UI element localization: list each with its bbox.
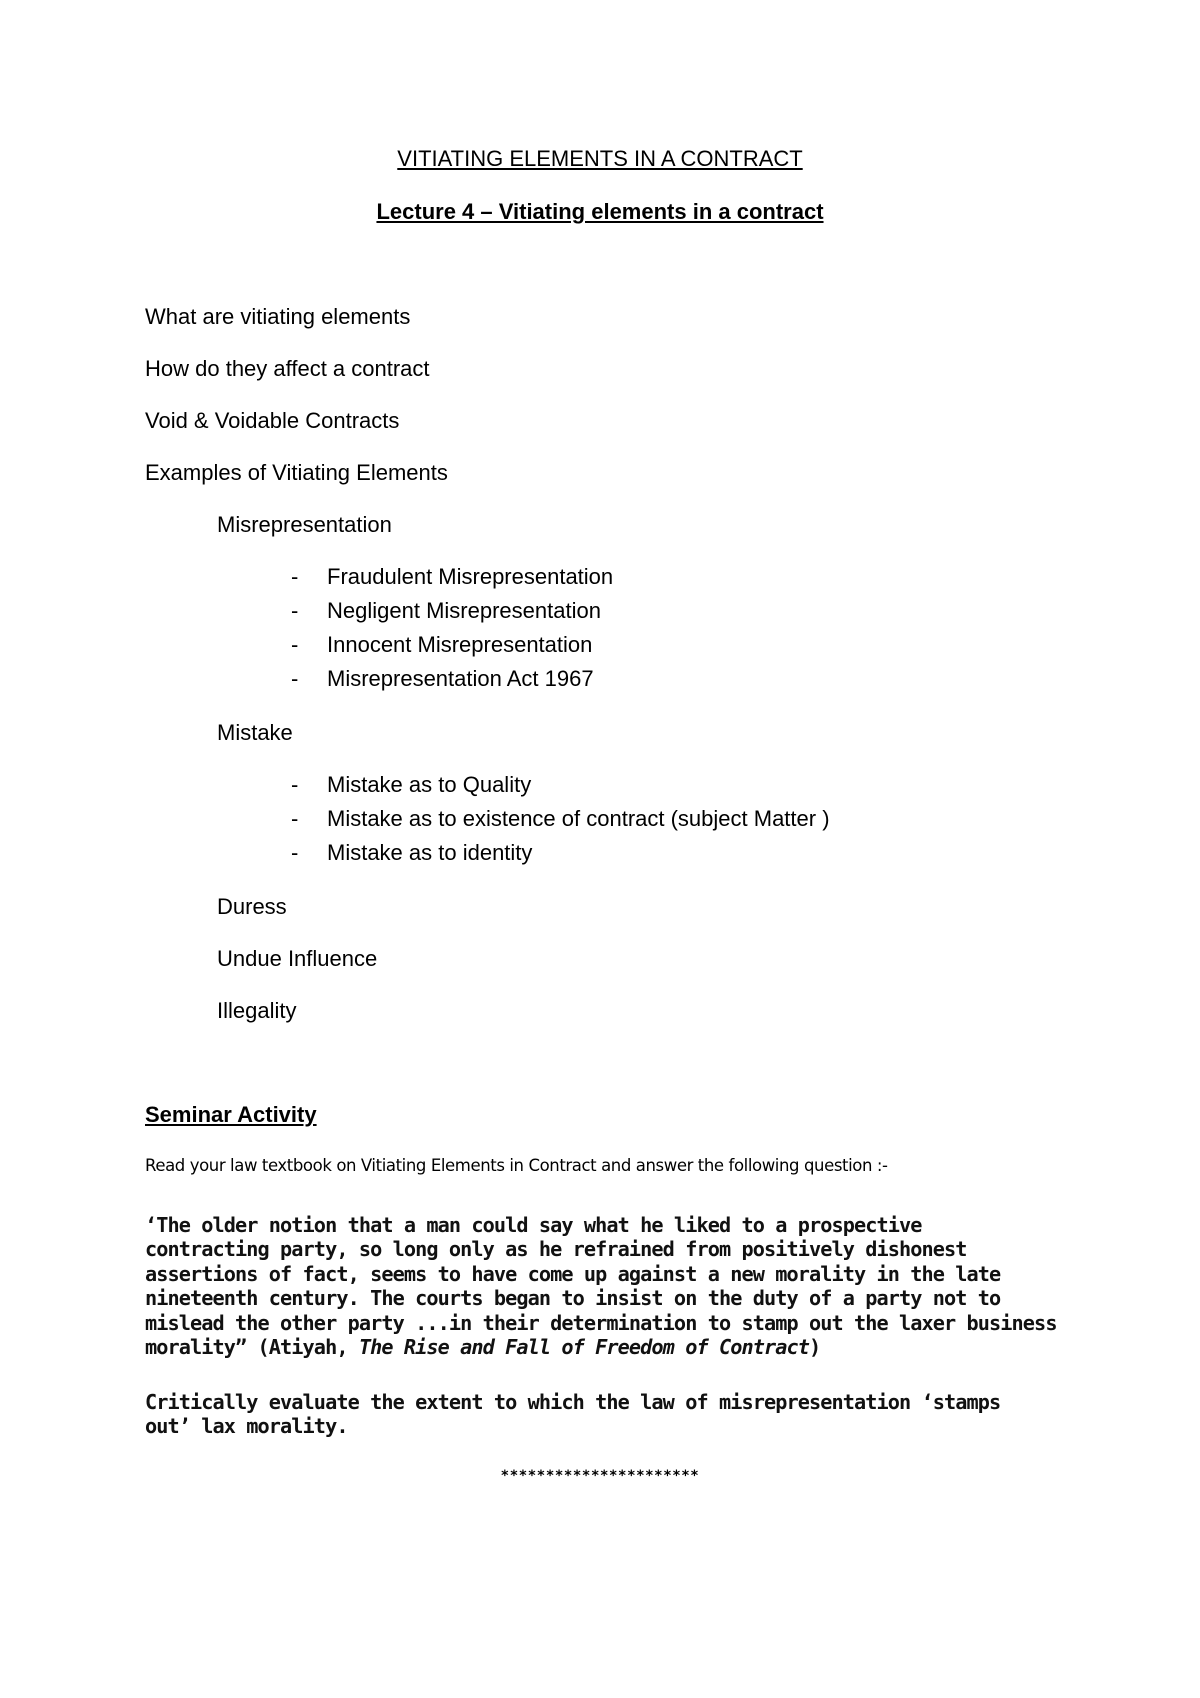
question-line: Critically evaluate the extent to which the law of misrepresentation ‘stamps [145, 1390, 1001, 1414]
list-dash: - [291, 840, 299, 865]
misrepresentation-item: Fraudulent Misrepresentation [327, 564, 614, 589]
quote-line [145, 1335, 1065, 1359]
seminar-question [145, 1390, 1065, 1439]
mistake-item: Mistake as to existence of contract (subject Matter ) [327, 806, 830, 831]
topic-item: Void & Voidable Contracts [145, 408, 400, 433]
vitiating-element: Illegality [217, 998, 297, 1023]
quote-line: mislead the other party ...in their determination to stamp out the laxer business [145, 1310, 1057, 1335]
lecture-subtitle: Lecture 4 – Vitiating elements in a contract [376, 199, 824, 224]
vitiating-element: Undue Influence [217, 946, 378, 971]
seminar-instruction: Read your law textbook on Vitiating Elements in Contract and answer the following question :- [145, 1156, 888, 1175]
mistake-heading: Mistake [217, 720, 293, 745]
topic-item: What are vitiating elements [145, 304, 411, 329]
list-dash: - [291, 772, 299, 797]
topic-item: Examples of Vitiating Elements [145, 460, 448, 485]
vitiating-element: Duress [217, 894, 287, 919]
list-dash: - [291, 632, 299, 657]
misrepresentation-item: Innocent Misrepresentation [327, 632, 593, 657]
quote-line: assertions of fact, seems to have come up against a new morality in the late [145, 1261, 1001, 1286]
misrepresentation-heading: Misrepresentation [217, 512, 392, 537]
topic-item: How do they affect a contract [145, 356, 430, 381]
list-dash: - [291, 598, 299, 623]
quote-line: contracting party, so long only as he refrained from positively dishonest [145, 1237, 967, 1262]
list-dash: - [291, 564, 299, 589]
mistake-item: Mistake as to identity [327, 840, 533, 865]
quote-line: ‘The older notion that a man could say what he liked to a prospective [145, 1213, 922, 1237]
list-dash: - [291, 666, 299, 691]
mistake-item: Mistake as to Quality [327, 772, 532, 797]
misrepresentation-item: Negligent Misrepresentation [327, 598, 601, 623]
document-title: VITIATING ELEMENTS IN A CONTRACT [397, 146, 803, 171]
atiyah-quote [145, 1213, 1065, 1359]
quote-text: ) [808, 1335, 821, 1360]
misrepresentation-item: Misrepresentation Act 1967 [327, 666, 594, 691]
end-separator: ********************** [500, 1468, 700, 1484]
quote-line: nineteenth century. The courts began to insist on the duty of a party not to [145, 1286, 1001, 1311]
seminar-heading: Seminar Activity [145, 1102, 317, 1127]
question-line: out’ lax morality. [145, 1414, 348, 1439]
book-title: The Rise and Fall of Freedom of Contract [358, 1335, 809, 1360]
quote-text: morality” (Atiyah, [145, 1335, 359, 1360]
list-dash: - [291, 806, 299, 831]
